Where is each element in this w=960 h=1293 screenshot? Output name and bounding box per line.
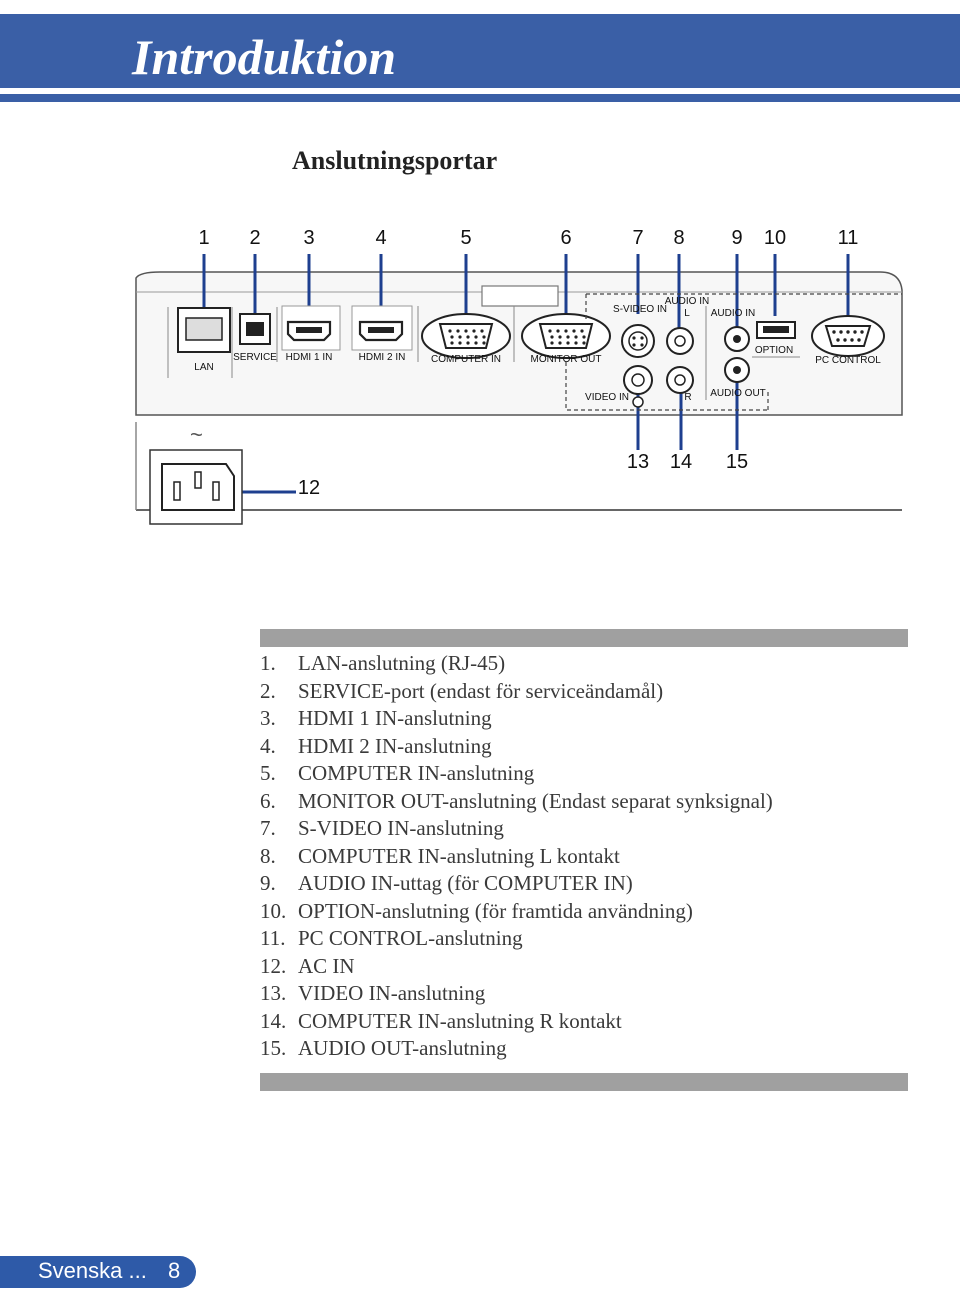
callout-4: 4 [375, 227, 387, 249]
callout-15: 15 [725, 451, 749, 473]
label-r: R [684, 392, 692, 403]
label-monitor-out: MONITOR OUT [530, 354, 602, 365]
list-item: 6. MONITOR OUT-anslutning (Endast separat synksignal) [260, 788, 773, 813]
page-footer [0, 1256, 196, 1288]
label-service: SERVICE [233, 352, 277, 363]
callout-7: 7 [632, 227, 644, 249]
page-header [0, 0, 960, 108]
pc-control-port [812, 316, 884, 356]
rear-panel-illustration [0, 210, 960, 550]
list-item: 7. S-VIDEO IN-anslutning [260, 816, 504, 840]
monitor-out-port [522, 314, 610, 358]
list-item: 11. PC CONTROL-anslutning [260, 926, 523, 950]
label-audio-out: AUDIO OUT [710, 388, 766, 399]
label-audio-in: AUDIO IN [710, 308, 756, 319]
list-item: 13. VIDEO IN-anslutning [260, 981, 486, 1005]
list-item: 14. COMPUTER IN-anslutning R kontakt [260, 1008, 622, 1033]
label-svideo-in: S-VIDEO IN [613, 304, 667, 315]
list-item: 10. OPTION-anslutning (för framtida användning) [260, 898, 693, 923]
ac-symbol: ~ [190, 422, 203, 447]
label-lan: LAN [194, 362, 214, 373]
computer-in-port [422, 314, 510, 358]
callout-12: 12 [297, 477, 321, 499]
callout-14: 14 [669, 451, 693, 473]
list-item: 5. COMPUTER IN-anslutning [260, 761, 535, 785]
section-title: Anslutningsportar [292, 146, 498, 175]
label-hdmi2: HDMI 2 IN [358, 352, 406, 363]
callout-10: 10 [763, 227, 787, 249]
label-pc-control: PC CONTROL [815, 355, 881, 366]
page-number: 8 [168, 1258, 181, 1283]
list-item: 8. COMPUTER IN-anslutning L kontakt [260, 843, 620, 868]
connection-ports-diagram [0, 210, 960, 550]
label-option: OPTION [754, 345, 794, 356]
list-item: 1. LAN-anslutning (RJ-45) [260, 651, 506, 675]
list-item: 15. AUDIO OUT-anslutning [260, 1036, 507, 1060]
label-computer-in: COMPUTER IN [431, 354, 501, 365]
list-item: 9. AUDIO IN-uttag (för COMPUTER IN) [260, 871, 633, 895]
list-item: 4. HDMI 2 IN-anslutning [260, 733, 492, 758]
label-audio-in-l-bottom: L [684, 308, 690, 319]
bottom-divider-bar [260, 1073, 908, 1091]
callout-9: 9 [731, 227, 743, 249]
port-list [260, 650, 773, 1063]
callout-1: 1 [198, 227, 210, 249]
callout-5: 5 [460, 227, 472, 249]
label-hdmi1: HDMI 1 IN [285, 352, 333, 363]
list-item: 2. SERVICE-port (endast för serviceändamål) [260, 678, 664, 703]
callout-13: 13 [626, 451, 650, 473]
footer-language: Svenska ... [38, 1258, 147, 1283]
list-item: 3. HDMI 1 IN-anslutning [260, 706, 492, 730]
list-item: 12. AC IN [260, 953, 355, 978]
top-divider-bar [260, 629, 908, 647]
callout-11: 11 [837, 227, 859, 249]
label-video-in: VIDEO IN [585, 392, 629, 403]
callout-6: 6 [560, 227, 572, 249]
callout-3: 3 [303, 227, 315, 249]
label-audio-in-l-top: AUDIO IN [664, 296, 710, 307]
callout-2: 2 [249, 227, 261, 249]
page-title: Introduktion [132, 29, 397, 85]
callout-8: 8 [673, 227, 685, 249]
